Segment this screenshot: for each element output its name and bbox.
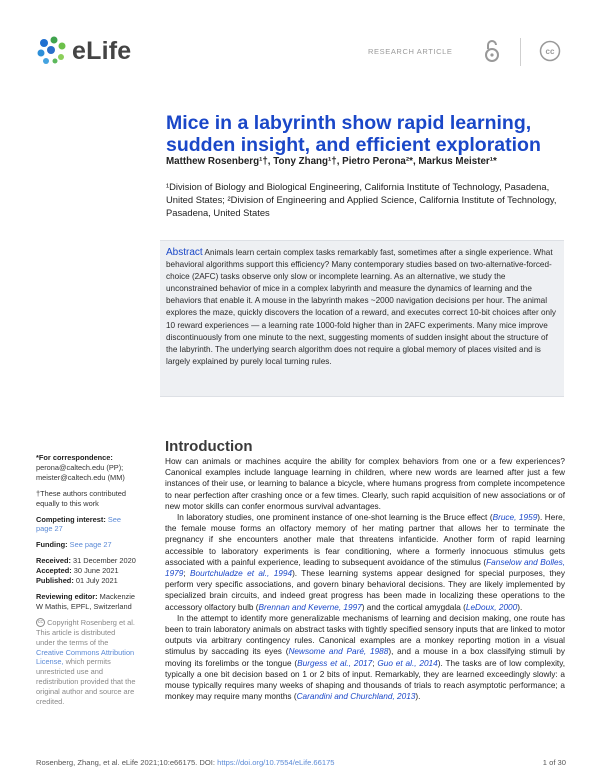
competing-label: Competing interest: [36, 514, 106, 524]
equal-contribution-note: †These authors contributed equally to this work [36, 488, 126, 508]
published-label: Published: [36, 576, 74, 586]
page-header [34, 30, 566, 70]
text-run: ; [183, 569, 191, 579]
copyright-text: Copyright Rosenberg et al. This article is distributed under the terms of the [36, 617, 135, 647]
citation-link[interactable]: Fanselow and Bolles, 1979 [165, 557, 565, 579]
funding [36, 540, 136, 550]
received-value: 31 December 2020 [72, 556, 136, 566]
logo-text: eLife [72, 37, 132, 65]
citation-link[interactable]: Burgess et al., 2017 [297, 658, 373, 668]
citation-link[interactable]: Newsome and Paré, 1988 [288, 647, 389, 657]
reviewing-label: Reviewing editor: [36, 591, 98, 601]
affiliations: ¹Division of Biology and Biological Engineering, California Institute of Technology, Pasadena, United States; ²Division of Engineering and Applied Science, California Institute of Technology, Pasadena, United States [166, 181, 557, 218]
text-run: ). These learning systems appear designed for special purposes, they perform very specific associations, and govern binary behavioral decisions. They are likely implemented by specialized brain circuits, and indeed great progress has been made in localizing these operations to the accessory olfactory bulb ( [165, 569, 565, 612]
accepted-value: 30 June 2021 [73, 566, 119, 576]
text-run: ). The tasks are of low complexity, typically a one bit decision based on 1 or 2 bits of input. Remarkably, they are learned exceedingly slowly: a mouse typically requires many weeks of shaping and thousands of trials to reach asymptotic performance; a monkey may require many months ( [165, 658, 565, 702]
published-value: 01 July 2021 [75, 576, 118, 586]
footer-citation-text: Rosenberg, Zhang, et al. eLife 2021;10:e66175. [36, 758, 198, 767]
copyright-notice [36, 618, 136, 707]
article-title: Mice in a labyrinth show rapid learning, sudden insight, and efficient exploration [166, 112, 541, 156]
published-date [36, 576, 136, 586]
cc-small-icon: cc [38, 619, 43, 626]
text-run: ). [517, 602, 523, 612]
text-run: ). Here, the female mouse forms an olfactory memory of her mating partner that allows her to terminate the pregnancy if she encounters another male that threatens infanticide. Another form of rapid learning accessible to laboratory experiments is fear conditioning, where a formerly innocuous stimulus gets associated with a painful experience, leading to subsequent avoidance of the stimulus ( [165, 513, 565, 567]
introduction-body [165, 456, 565, 702]
funding-link[interactable]: See page 27 [69, 540, 112, 550]
citation-link[interactable]: LeDoux, 2000 [465, 602, 518, 612]
footer-doi-link[interactable]: https://doi.org/10.7554/eLife.66175 [217, 758, 335, 767]
received-date [36, 556, 136, 566]
intro-paragraph-1: How can animals or machines acquire the ability for complex behaviors from one or a few experiences? Canonical examples include language learning in children, where new words are learned after just a few instances of their use, or learning to balance a bicycle, where humans progress from complete incompetence to near perfection after crashing once or a few times. Clearly, such rapid acquisition of new associations or of new motor skills can confer enormous survival advantages. [165, 457, 565, 511]
abstract-box [160, 240, 564, 397]
cc-license-link[interactable]: Creative Commons Attribution License, [36, 647, 135, 667]
footer-citation [36, 758, 335, 767]
dates [36, 556, 136, 586]
citation-link[interactable]: Guo et al., 2014 [377, 658, 438, 668]
article-type-label: RESEARCH ARTICLE [368, 47, 453, 56]
correspondence-block [36, 453, 136, 483]
abstract-label: Abstract [166, 247, 203, 258]
footer-doi-label: DOI: [199, 758, 216, 767]
received-label: Received: [36, 556, 71, 566]
cc-icon-text: cc [545, 47, 555, 56]
introduction-heading: Introduction [165, 438, 253, 455]
text-run: In the attempt to identify more generalizable mechanisms of learning and decision making, one route has been to train laboratory animals on abstract tasks with tightly specified sensory inputs that are linked to motor outputs via arbitrary contingency rules. Canonical examples are a monkey reporting motion in a visual stimulus by saccading its eyes ( [165, 613, 565, 657]
author-list: Matthew Rosenberg¹†, Tony Zhang¹†, Pietro Perona²*, Markus Meister¹* [166, 156, 497, 167]
header-divider [520, 38, 521, 66]
reviewing-editor [36, 592, 136, 612]
text-run: In laboratory studies, one prominent instance of one-shot learning is the Bruce effect ( [177, 513, 493, 523]
funding-label: Funding: [36, 540, 68, 550]
text-run: ) and the cortical amygdala ( [361, 602, 466, 612]
abstract-body: Animals learn certain complex tasks remarkably fast, sometimes after a single experience. What behavioral algorithms support this efficiency? Many contemporary studies based on two-alternative-forced-choice (2AFC) tasks observe only slow or incomplete learning. As an alternative, we study the unconstrained behavior of mice in a complex labyrinth and measure the dynamics of learning and the behaviors that enable it. A mouse in the labyrinth makes ~2000 navigation decisions per hour. The animal explores the maze, quickly discovers the location of a reward, and executes correct 10-bit choices after only 10 reward experiences — a learning rate 1000-fold higher than in 2AFC experiments. Many mice improve discontinuously from one minute to the next, suggesting moments of sudden insight about the structure of the labyrinth. The underlying search algorithm does not require a global memory of places visited and is largely explained by purely local turning rules. [166, 248, 557, 366]
page-number: 1 of 30 [542, 758, 566, 767]
open-access-icon [484, 39, 500, 63]
elife-logo[interactable] [34, 34, 144, 68]
correspondence-label: *For correspondence: [36, 453, 113, 462]
accepted-date [36, 566, 136, 576]
reviewing-name: Mackenzie W Mathis, EPFL, Switzerland [36, 591, 135, 611]
elife-logo-icon [34, 34, 70, 68]
competing-interest [36, 515, 136, 535]
competing-link[interactable]: See page 27 [36, 514, 122, 534]
citation-link[interactable]: Carandini and Churchland, 2013 [296, 692, 416, 702]
citation-link[interactable]: Bruce, 1959 [492, 513, 538, 523]
text-run: ), and a mouse in a box classifying stimuli by moving its forelimbs or the tongue ( [165, 647, 566, 668]
cc-icon [539, 40, 561, 62]
text-run: ). [415, 692, 421, 702]
article-info-sidebar [36, 453, 136, 713]
citation-link[interactable]: Brennan and Keverne, 1997 [258, 602, 362, 612]
intro-paragraph-2 [165, 512, 565, 613]
copyright-text: which permits unrestricted use and redistribution provided that the original author and source are credited. [36, 657, 136, 707]
intro-paragraph-3 [165, 613, 565, 703]
text-run: ; [372, 658, 378, 668]
citation-link[interactable]: Bourtchuladze et al., 1994 [190, 569, 293, 579]
correspondence-emails[interactable]: perona@caltech.edu (PP); meister@caltech.edu (MM) [36, 462, 125, 482]
accepted-label: Accepted: [36, 566, 72, 576]
abstract-text [166, 247, 558, 368]
